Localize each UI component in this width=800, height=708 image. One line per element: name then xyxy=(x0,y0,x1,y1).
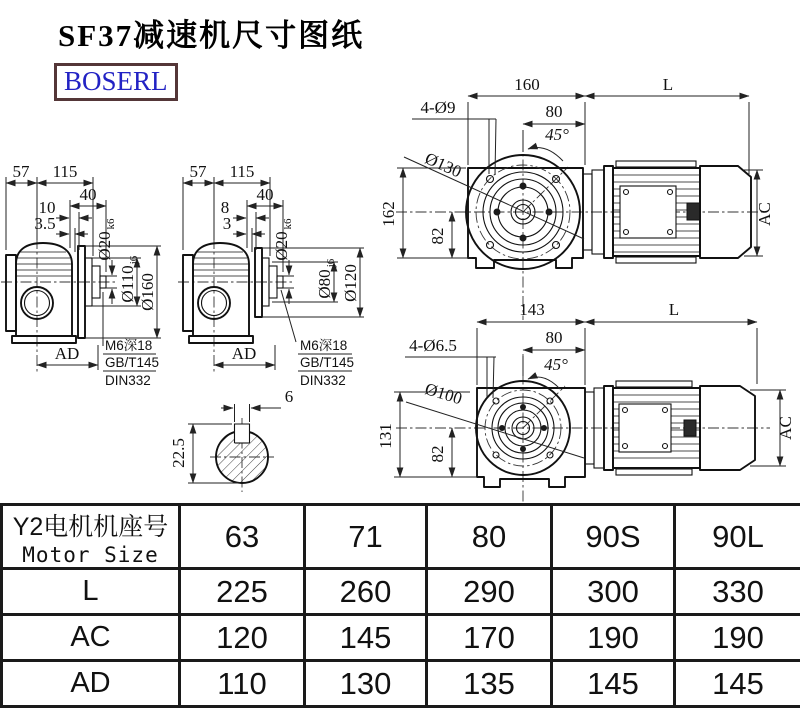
row-label: AD xyxy=(2,661,180,707)
table-cell: 300 xyxy=(552,569,675,615)
table-cell: 330 xyxy=(675,569,800,615)
dim-label: L xyxy=(669,300,679,319)
table-cell: 260 xyxy=(305,569,427,615)
dim-label: 80 xyxy=(546,102,563,121)
dim-label: 131 xyxy=(376,423,395,449)
dim-label: Ø130 xyxy=(422,149,464,182)
dim-label: 160 xyxy=(514,75,540,94)
gearbox-side-view-2 xyxy=(178,162,364,388)
dim-label: 80 xyxy=(546,328,563,347)
header-motor-size xyxy=(2,505,180,569)
gearbox-side-view-1 xyxy=(1,162,161,388)
dim-label: 115 xyxy=(53,162,78,181)
tolerance-label: k6 xyxy=(282,218,294,230)
dim-label: 57 xyxy=(190,162,208,181)
dim-label: Ø20 xyxy=(95,231,114,260)
page-title: SF37减速机尺寸图纸 xyxy=(58,10,364,55)
tolerance-label: j6 xyxy=(128,255,140,265)
dim-label: L xyxy=(663,75,673,94)
gearbox-body xyxy=(183,243,253,343)
col-header: 63 xyxy=(180,505,305,569)
dim-label: 22.5 xyxy=(169,438,188,468)
table-cell: 190 xyxy=(675,615,800,661)
header-cn: Y2电机机座号 xyxy=(3,507,178,543)
table-cell: 290 xyxy=(427,569,552,615)
brand-logo: BOSERL xyxy=(54,63,178,101)
gear-housing xyxy=(468,168,583,268)
table-cell: 225 xyxy=(180,569,305,615)
front-view-large xyxy=(379,75,774,320)
dim-label: Ø120 xyxy=(341,264,360,302)
angle-label: 45° xyxy=(544,355,568,374)
col-header: 80 xyxy=(427,505,552,569)
dim-label: Ø80 xyxy=(315,269,334,298)
col-header: 71 xyxy=(305,505,427,569)
dim-label: 3.5 xyxy=(34,214,55,233)
dim-label: 82 xyxy=(428,228,447,245)
output-flange xyxy=(78,246,85,338)
dim-label: 3 xyxy=(223,214,232,233)
table-header-row xyxy=(2,505,800,569)
table-cell: 110 xyxy=(180,661,305,707)
front-view-small xyxy=(376,300,795,502)
dim-label: Ø160 xyxy=(138,273,157,311)
output-flange xyxy=(255,248,262,317)
row-label: L xyxy=(2,569,180,615)
tap-note-line: DIN332 xyxy=(105,373,151,388)
col-header: 90L xyxy=(675,505,800,569)
bolt-hole xyxy=(493,398,499,404)
dim-label: AC xyxy=(776,416,795,440)
tolerance-label: j6 xyxy=(325,258,337,268)
dim-label: 10 xyxy=(39,198,56,217)
table-cell: 135 xyxy=(427,661,552,707)
header-en: Motor Size xyxy=(3,543,178,567)
dim-label: 162 xyxy=(379,201,398,227)
table-cell: 130 xyxy=(305,661,427,707)
dim-label: AD xyxy=(55,344,80,363)
holes-label: 4-Ø6.5 xyxy=(409,336,457,355)
dim-label: Ø100 xyxy=(423,379,465,408)
tap-note-line: M6深18 xyxy=(105,338,152,353)
row-label: AC xyxy=(2,615,180,661)
angle-label: 45° xyxy=(545,125,569,144)
tap-note-line: GB/T145 xyxy=(300,355,354,370)
gearbox-body xyxy=(6,243,76,343)
dim-label: Ø110 xyxy=(118,265,137,302)
table-cell: 170 xyxy=(427,615,552,661)
dim-label: 115 xyxy=(230,162,255,181)
table-cell: 190 xyxy=(552,615,675,661)
shaft-cross-section xyxy=(169,387,293,492)
table-row-AD xyxy=(2,661,800,707)
table-row-AC xyxy=(2,615,800,661)
dim-label: AC xyxy=(755,202,774,226)
dim-label: 40 xyxy=(257,185,274,204)
tolerance-label: k6 xyxy=(105,218,117,230)
table-cell: 120 xyxy=(180,615,305,661)
dim-label: 143 xyxy=(519,300,545,319)
dimension-table xyxy=(0,503,800,708)
table-cell: 145 xyxy=(552,661,675,707)
dim-label: AD xyxy=(232,344,257,363)
dim-label: 57 xyxy=(13,162,31,181)
tap-note-line: GB/T145 xyxy=(105,355,159,370)
dim-label: 8 xyxy=(221,198,230,217)
dim-label: 6 xyxy=(285,387,294,406)
table-cell: 145 xyxy=(305,615,427,661)
tap-note-line: M6深18 xyxy=(300,338,347,353)
dim-label: Ø20 xyxy=(272,231,291,260)
table-row-L xyxy=(2,569,800,615)
dim-label: 82 xyxy=(428,446,447,463)
col-header: 90S xyxy=(552,505,675,569)
dim-label: 40 xyxy=(80,185,97,204)
tap-note-line: DIN332 xyxy=(300,373,346,388)
table-cell: 145 xyxy=(675,661,800,707)
holes-label: 4-Ø9 xyxy=(421,98,456,117)
